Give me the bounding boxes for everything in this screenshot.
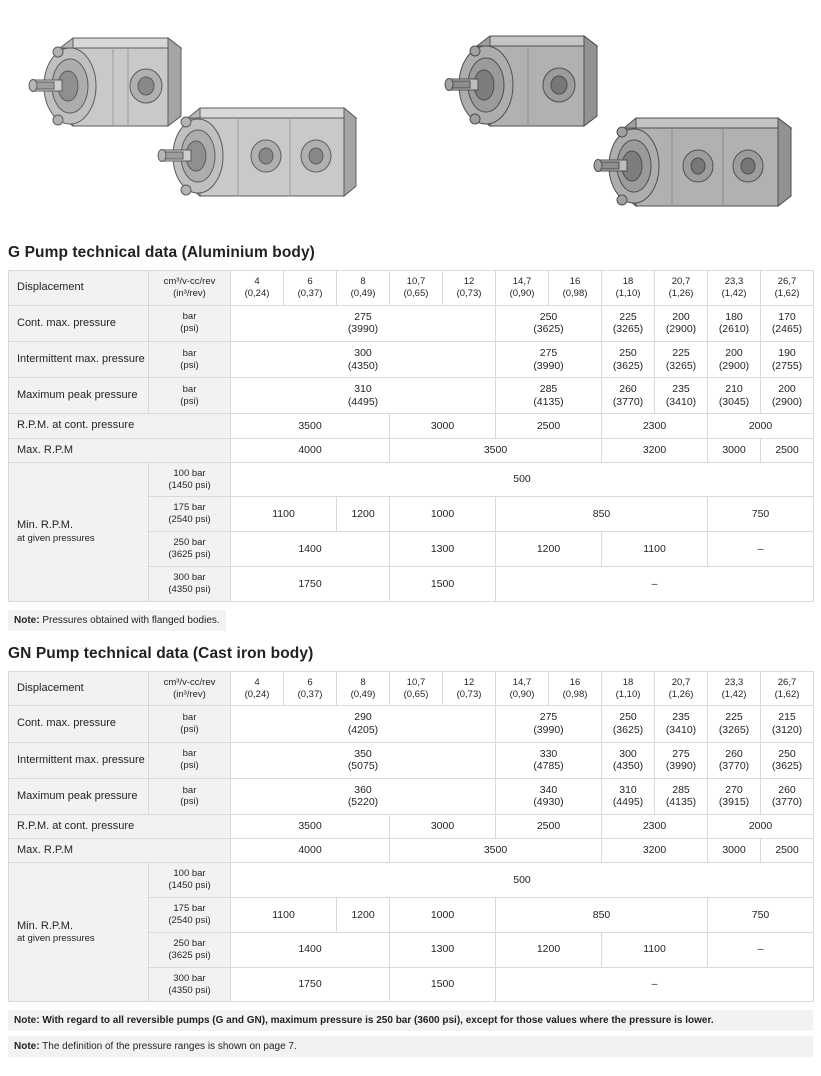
gn-pump-row-label: Max. R.P.M (9, 839, 231, 863)
gn-pump-cell: 3500 (390, 839, 602, 863)
gn-pump-displacement-value: 23,3 (1,42) (708, 671, 761, 706)
g-pump-row-label: Intermittent max. pressure (9, 341, 149, 377)
g-pump-displacement-value: 4 (0,24) (231, 271, 284, 306)
gn-pump-cell: 250 (3625) (602, 706, 655, 742)
gn-pump-minrpm-cell: 1100 (602, 932, 708, 967)
g-pump-cell: 200 (2900) (655, 305, 708, 341)
gn-pump-displacement-value: 4 (0,24) (231, 671, 284, 706)
gn-pump-note-2 (8, 1036, 813, 1057)
g-pump-cell: 260 (3770) (602, 378, 655, 414)
product-image-area (0, 0, 821, 238)
g-pump-note-label: Note: (14, 614, 40, 626)
gn-pump-minrpm-cell: 1000 (390, 898, 496, 933)
g-pump-displacement-value: 10,7 (0,65) (390, 271, 443, 306)
gn-pump-minrpm-pressure: 100 bar (1450 psi) (149, 863, 231, 898)
g-pump-cell: 250 (3625) (602, 341, 655, 377)
g-pump-minrpm-cell: 1500 (390, 566, 496, 601)
g-pump-minrpm-cell: 1000 (390, 497, 496, 532)
gn-pump-cell: 360 (5220) (231, 778, 496, 814)
gn-pump-cell: 340 (4930) (496, 778, 602, 814)
gn-pump-table (8, 671, 814, 1003)
g-pump-row (9, 305, 814, 341)
g-pump-row-unit: bar (psi) (149, 378, 231, 414)
g-pump-displacement-value: 12 (0,73) (443, 271, 496, 306)
gn-pump-displacement-unit: cm³/v-cc/rev (in³/rev) (149, 671, 231, 706)
g-pump-minrpm-cell: – (496, 566, 814, 601)
gn-pump-minrpm-pressure: 175 bar (2540 psi) (149, 898, 231, 933)
gn-pump-section-title: GN Pump technical data (Cast iron body) (8, 644, 314, 662)
g-pump-row (9, 438, 814, 462)
g-pump-cell: 2300 (602, 414, 708, 438)
g-pump-minrpm-cell: 1200 (337, 497, 390, 532)
gn-pump-cell: 235 (3410) (655, 706, 708, 742)
gn-pump-row-unit: bar (psi) (149, 778, 231, 814)
gn-pump-cell: 275 (3990) (496, 706, 602, 742)
g-pump-displacement-value: 8 (0,49) (337, 271, 390, 306)
g-pump-cell: 200 (2900) (708, 341, 761, 377)
gn-pump-cell: 300 (4350) (602, 742, 655, 778)
gn-pump-displacement-value: 20,7 (1,26) (655, 671, 708, 706)
g-pump-displacement-value: 14,7 (0,90) (496, 271, 549, 306)
g-pump-cell: 2500 (761, 438, 814, 462)
gn-pump-row (9, 815, 814, 839)
gn-pump-displacement-value: 6 (0,37) (284, 671, 337, 706)
g-pump-displacement-unit: cm³/v-cc/rev (in³/rev) (149, 271, 231, 306)
gn-pump-table-body (9, 671, 814, 1002)
gn-pump-displacement-label: Displacement (9, 671, 149, 706)
g-pump-minrpm-cell: 1100 (231, 497, 337, 532)
g-pump-cell: 275 (3990) (231, 305, 496, 341)
gn-pump-cell: 290 (4205) (231, 706, 496, 742)
g-pump-minrpm-cell: 1200 (496, 532, 602, 567)
g-pump-row-unit: bar (psi) (149, 341, 231, 377)
gn-pump-row (9, 778, 814, 814)
g-pump-displacement-value: 23,3 (1,42) (708, 271, 761, 306)
gn-pump-minrpm-row (9, 863, 814, 898)
g-pump-minrpm-label: Min. R.P.M. at given pressures (9, 462, 149, 601)
gn-pump-minrpm-cell: 1500 (390, 967, 496, 1002)
g-pump-row-unit: bar (psi) (149, 305, 231, 341)
gn-pump-minrpm-label: Min. R.P.M. at given pressures (9, 863, 149, 1002)
g-pump-cell: 225 (3265) (655, 341, 708, 377)
gn-pump-cell: 4000 (231, 839, 390, 863)
g-pump-minrpm-cell: 1100 (602, 532, 708, 567)
g-pump-note (8, 610, 226, 631)
g-pump-displacement-value: 6 (0,37) (284, 271, 337, 306)
g-pump-cell: 300 (4350) (231, 341, 496, 377)
gn-pump-minrpm-cell: 1200 (496, 932, 602, 967)
g-pump-cell: 4000 (231, 438, 390, 462)
gn-pump-cell: 3500 (231, 815, 390, 839)
gn-pump-minrpm-pressure: 300 bar (4350 psi) (149, 967, 231, 1002)
g-pump-displacement-value: 18 (1,10) (602, 271, 655, 306)
gn-pump-cell: 3200 (602, 839, 708, 863)
g-pump-displacement-value: 16 (0,98) (549, 271, 602, 306)
gn-pump-row-label: R.P.M. at cont. pressure (9, 815, 231, 839)
gn-pump-displacement-value: 10,7 (0,65) (390, 671, 443, 706)
g-pump-cell: 3500 (231, 414, 390, 438)
gn-pump-cell: 2300 (602, 815, 708, 839)
tandem-pump-aluminium (148, 96, 370, 216)
g-pump-displacement-value: 20,7 (1,26) (655, 271, 708, 306)
gn-pump-row (9, 742, 814, 778)
gn-pump-displacement-row (9, 671, 814, 706)
gn-pump-cell: 250 (3625) (761, 742, 814, 778)
g-pump-minrpm-pressure: 300 bar (4350 psi) (149, 566, 231, 601)
g-pump-row-label: R.P.M. at cont. pressure (9, 414, 231, 438)
gn-pump-minrpm-cell: 850 (496, 898, 708, 933)
g-pump-minrpm-pressure: 100 bar (1450 psi) (149, 462, 231, 497)
gn-pump-displacement-value: 12 (0,73) (443, 671, 496, 706)
g-pump-cell: 275 (3990) (496, 341, 602, 377)
gn-pump-note-1-label: Note: (14, 1015, 40, 1027)
tandem-pump-cast-iron (586, 108, 804, 224)
gn-pump-minrpm-cell: 1100 (231, 898, 337, 933)
gn-pump-cell: 215 (3120) (761, 706, 814, 742)
gn-pump-cell: 350 (5075) (231, 742, 496, 778)
g-pump-minrpm-cell: 500 (231, 462, 814, 497)
g-pump-cell: 190 (2755) (761, 341, 814, 377)
gn-pump-cell: 2500 (761, 839, 814, 863)
g-pump-cell: 2500 (496, 414, 602, 438)
gn-pump-row-unit: bar (psi) (149, 706, 231, 742)
g-pump-minrpm-pressure: 175 bar (2540 psi) (149, 497, 231, 532)
gn-pump-minrpm-cell: – (708, 932, 814, 967)
gn-pump-row-label: Cont. max. pressure (9, 706, 149, 742)
gn-pump-row (9, 706, 814, 742)
g-pump-row (9, 341, 814, 377)
g-pump-table (8, 270, 814, 602)
g-pump-cell: 225 (3265) (602, 305, 655, 341)
gn-pump-displacement-value: 18 (1,10) (602, 671, 655, 706)
gn-pump-cell: 260 (3770) (708, 742, 761, 778)
g-pump-cell: 200 (2900) (761, 378, 814, 414)
gn-pump-row-label: Maximum peak pressure (9, 778, 149, 814)
gn-pump-cell: 3000 (390, 815, 496, 839)
g-pump-minrpm-cell: 1300 (390, 532, 496, 567)
gn-pump-note-1-text: With regard to all reversible pumps (G and GN), maximum pressure is 250 bar (3600 psi), except for those values where the pressure is lower. (39, 1015, 714, 1027)
g-pump-row (9, 378, 814, 414)
gn-pump-minrpm-cell: 1400 (231, 932, 390, 967)
gn-pump-displacement-value: 8 (0,49) (337, 671, 390, 706)
g-pump-row-label: Max. R.P.M (9, 438, 231, 462)
g-pump-cell: 250 (3625) (496, 305, 602, 341)
g-pump-minrpm-cell: 850 (496, 497, 708, 532)
g-pump-cell: 310 (4495) (231, 378, 496, 414)
gn-pump-displacement-value: 16 (0,98) (549, 671, 602, 706)
gn-pump-cell: 260 (3770) (761, 778, 814, 814)
g-pump-cell: 285 (4135) (496, 378, 602, 414)
g-pump-minrpm-cell: 750 (708, 497, 814, 532)
gn-pump-cell: 225 (3265) (708, 706, 761, 742)
gn-pump-minrpm-cell: 500 (231, 863, 814, 898)
gn-pump-displacement-value: 14,7 (0,90) (496, 671, 549, 706)
gn-pump-minrpm-cell: 1750 (231, 967, 390, 1002)
g-pump-section-title: G Pump technical data (Aluminium body) (8, 244, 315, 261)
gn-pump-cell: 270 (3915) (708, 778, 761, 814)
g-pump-minrpm-cell: 1400 (231, 532, 390, 567)
g-pump-cell: 210 (3045) (708, 378, 761, 414)
gn-pump-cell: 285 (4135) (655, 778, 708, 814)
g-pump-minrpm-pressure: 250 bar (3625 psi) (149, 532, 231, 567)
gn-pump-row (9, 839, 814, 863)
g-pump-cell: 3500 (390, 438, 602, 462)
gn-pump-cell: 3000 (708, 839, 761, 863)
g-pump-cell: 3000 (708, 438, 761, 462)
gn-pump-row-unit: bar (psi) (149, 742, 231, 778)
gn-pump-minrpm-cell: 1300 (390, 932, 496, 967)
g-pump-minrpm-cell: 1750 (231, 566, 390, 601)
gn-pump-minrpm-pressure: 250 bar (3625 psi) (149, 932, 231, 967)
gn-pump-note-1 (8, 1010, 813, 1031)
gn-pump-cell: 275 (3990) (655, 742, 708, 778)
g-pump-row (9, 414, 814, 438)
g-pump-cell: 2000 (708, 414, 814, 438)
g-pump-minrpm-cell: – (708, 532, 814, 567)
gn-pump-displacement-value: 26,7 (1,62) (761, 671, 814, 706)
g-pump-cell: 170 (2465) (761, 305, 814, 341)
g-pump-row-label: Cont. max. pressure (9, 305, 149, 341)
g-pump-displacement-row (9, 271, 814, 306)
g-pump-displacement-value: 26,7 (1,62) (761, 271, 814, 306)
g-pump-note-text: Pressures obtained with flanged bodies. (39, 614, 220, 626)
g-pump-minrpm-row (9, 462, 814, 497)
gn-pump-row-label: Intermittent max. pressure (9, 742, 149, 778)
gn-pump-minrpm-cell: 1200 (337, 898, 390, 933)
g-pump-displacement-label: Displacement (9, 271, 149, 306)
g-pump-cell: 235 (3410) (655, 378, 708, 414)
gn-pump-cell: 310 (4495) (602, 778, 655, 814)
gn-pump-cell: 330 (4785) (496, 742, 602, 778)
g-pump-cell: 3200 (602, 438, 708, 462)
g-pump-table-body (9, 271, 814, 602)
gn-pump-note-2-text: The definition of the pressure ranges is shown on page 7. (39, 1041, 297, 1053)
gn-pump-minrpm-cell: 750 (708, 898, 814, 933)
g-pump-cell: 3000 (390, 414, 496, 438)
gn-pump-cell: 2500 (496, 815, 602, 839)
gn-pump-note-2-label: Note: (14, 1041, 40, 1053)
gn-pump-minrpm-cell: – (496, 967, 814, 1002)
g-pump-row-label: Maximum peak pressure (9, 378, 149, 414)
g-pump-cell: 180 (2610) (708, 305, 761, 341)
gn-pump-cell: 2000 (708, 815, 814, 839)
